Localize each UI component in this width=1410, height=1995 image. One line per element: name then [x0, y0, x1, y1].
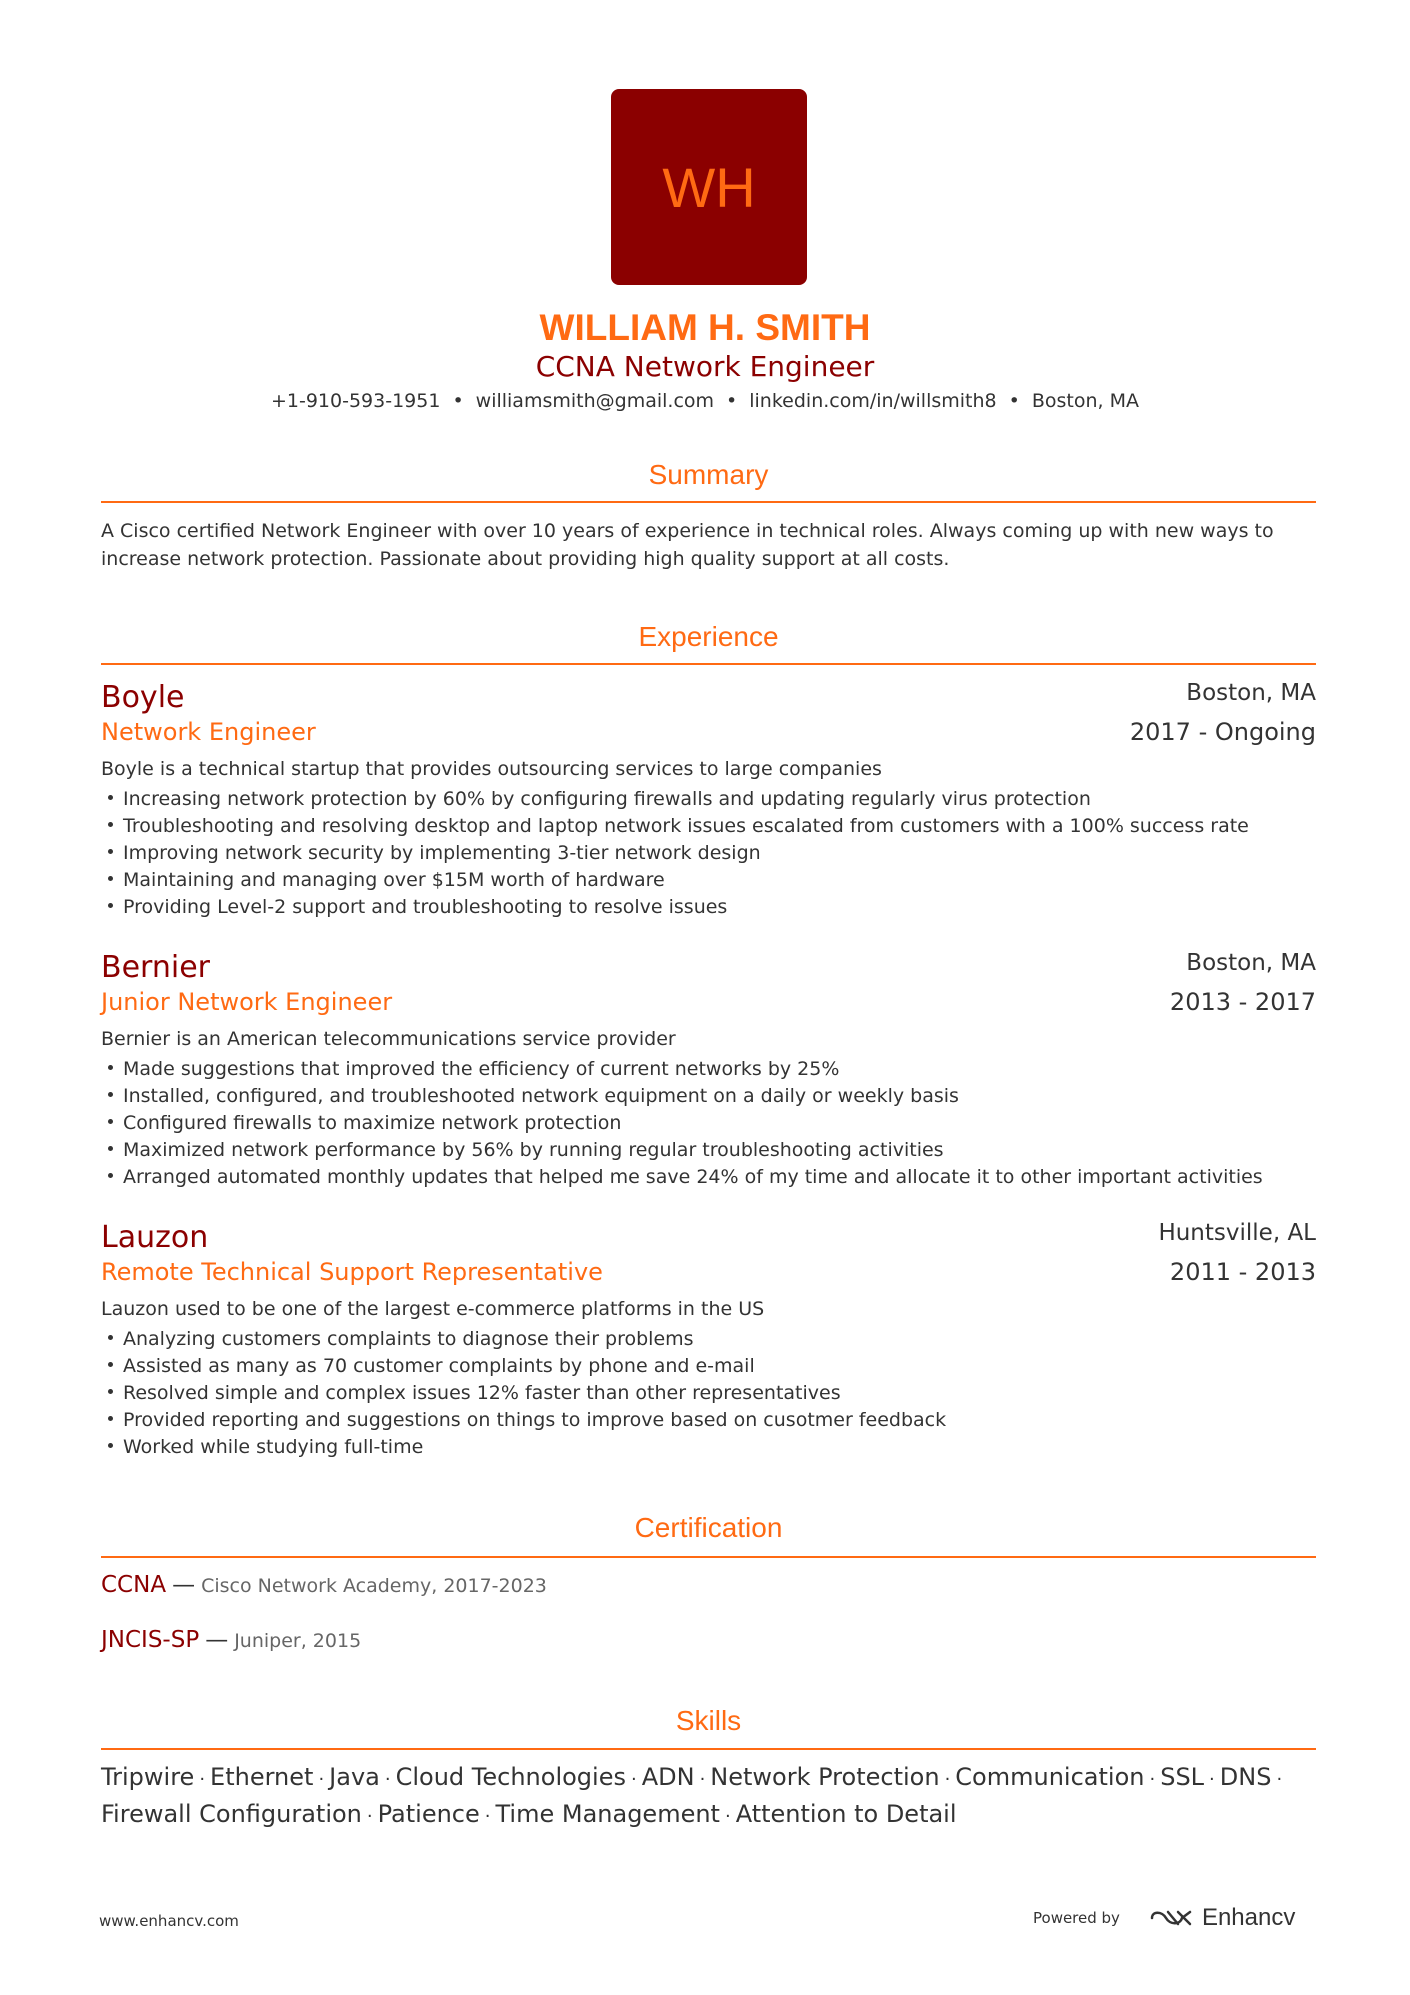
list-item: Maximized network performance by 56% by running regular troubleshooting activities: [101, 1137, 1263, 1164]
section-title-summary: Summary: [648, 459, 769, 490]
skill-item: SSL: [1160, 1763, 1205, 1791]
skill-separator: ·: [199, 1769, 206, 1790]
achievement-list: [101, 786, 1249, 921]
skill-item: Ethernet: [210, 1763, 314, 1791]
job-dates: 2011 - 2013: [1169, 1258, 1316, 1286]
company-description: Bernier is an American telecommunications service provider: [101, 1028, 676, 1050]
enhancv-logo[interactable]: [1148, 1904, 1295, 1932]
certification-detail: Juniper, 2015: [234, 1630, 362, 1652]
company-name: Bernier: [101, 950, 210, 985]
list-item: Improving network security by implementing 3-tier network design: [101, 840, 1249, 867]
job-location: Boston, MA: [1186, 680, 1316, 706]
skill-item: DNS: [1219, 1763, 1272, 1791]
summary-line: A Cisco certified Network Engineer with over 10 years of experience in technical roles. Always coming up with new ways to: [101, 520, 1274, 542]
job-dates: 2017 - Ongoing: [1129, 718, 1316, 746]
company-name: Boyle: [101, 680, 185, 715]
section-title-experience: Experience: [638, 621, 779, 652]
list-item: Increasing network protection by 60% by configuring firewalls and updating regularly virus protection: [101, 786, 1249, 813]
section-divider: [101, 501, 1316, 503]
summary-text: [101, 517, 1316, 573]
skill-separator: ·: [318, 1769, 325, 1790]
certification-item: [101, 1627, 361, 1653]
skill-separator: ·: [724, 1806, 731, 1827]
candidate-name: WILLIAM H. SMITH: [539, 307, 871, 348]
separator: •: [452, 390, 464, 412]
skill-separator: ·: [1276, 1769, 1283, 1790]
certification-name: JNCIS-SP: [101, 1627, 200, 1653]
company-name: Lauzon: [101, 1220, 209, 1255]
certification-detail: Cisco Network Academy, 2017-2023: [201, 1575, 547, 1597]
list-item: Providing Level-2 support and troubleshooting to resolve issues: [101, 894, 1249, 921]
list-item: Troubleshooting and resolving desktop and laptop network issues escalated from customers with a 100% success rate: [101, 813, 1249, 840]
section-divider: [101, 1556, 1316, 1558]
dash: —: [172, 1572, 196, 1598]
skill-separator: ·: [384, 1769, 391, 1790]
skills-line: [101, 1797, 1316, 1834]
job-location: Boston, MA: [1186, 950, 1316, 976]
candidate-title: CCNA Network Engineer: [535, 350, 875, 383]
skill-item: Firewall Configuration: [101, 1800, 362, 1828]
list-item: Resolved simple and complex issues 12% faster than other representatives: [101, 1380, 946, 1407]
avatar: [611, 89, 807, 285]
job-role: Network Engineer: [101, 718, 316, 746]
skill-item: Time Management: [495, 1800, 720, 1828]
skill-separator: ·: [1149, 1769, 1156, 1790]
skill-item: Network Protection: [710, 1763, 940, 1791]
job-role: Remote Technical Support Representative: [101, 1258, 603, 1286]
skill-item: Patience: [377, 1800, 480, 1828]
achievement-list: [101, 1056, 1263, 1191]
skill-item: Cloud Technologies: [395, 1763, 626, 1791]
contact-line: [0, 390, 1410, 412]
skill-item: Attention to Detail: [735, 1800, 957, 1828]
list-item: Installed, configured, and troubleshooted network equipment on a daily or weekly basis: [101, 1083, 1263, 1110]
list-item: Made suggestions that improved the efficiency of current networks by 25%: [101, 1056, 1263, 1083]
dash: —: [205, 1627, 229, 1653]
summary-line: increase network protection. Passionate about providing high quality support at all costs.: [101, 548, 950, 570]
skills-list: [101, 1760, 1316, 1834]
job-role: Junior Network Engineer: [101, 988, 393, 1016]
phone-number: +1-910-593-1951: [270, 390, 441, 412]
skill-separator: ·: [366, 1806, 373, 1827]
skills-line: [101, 1760, 1316, 1797]
company-description: Boyle is a technical startup that provides outsourcing services to large companies: [101, 758, 882, 780]
powered-by-label: Powered by: [1033, 1909, 1120, 1927]
certification-name: CCNA: [101, 1572, 167, 1598]
section-title-certification: Certification: [634, 1512, 783, 1543]
enhancv-logo-icon: [1148, 1906, 1194, 1930]
skill-separator: ·: [630, 1769, 637, 1790]
skill-item: Tripwire: [101, 1763, 195, 1791]
company-description: Lauzon used to be one of the largest e-commerce platforms in the US: [101, 1298, 765, 1320]
separator: •: [1008, 390, 1020, 412]
powered-by: [1033, 1904, 1295, 1932]
list-item: Configured firewalls to maximize network protection: [101, 1110, 1263, 1137]
list-item: Assisted as many as 70 customer complaints by phone and e-mail: [101, 1353, 946, 1380]
list-item: Worked while studying full-time: [101, 1434, 946, 1461]
list-item: Provided reporting and suggestions on things to improve based on cusotmer feedback: [101, 1407, 946, 1434]
location: Boston, MA: [1031, 390, 1140, 412]
linkedin-link[interactable]: linkedin.com/in/willsmith8: [749, 390, 997, 412]
skill-item: Java: [329, 1763, 380, 1791]
skill-separator: ·: [944, 1769, 951, 1790]
achievement-list: [101, 1326, 946, 1461]
skill-item: ADN: [641, 1763, 695, 1791]
section-divider: [101, 1748, 1316, 1750]
section-divider: [101, 663, 1316, 665]
job-location: Huntsville, AL: [1158, 1220, 1316, 1246]
job-dates: 2013 - 2017: [1169, 988, 1316, 1016]
skill-separator: ·: [484, 1806, 491, 1827]
list-item: Arranged automated monthly updates that helped me save 24% of my time and allocate it to other important activities: [101, 1164, 1263, 1191]
section-title-skills: Skills: [675, 1705, 742, 1736]
skill-separator: ·: [1209, 1769, 1215, 1790]
skill-item: Communication: [955, 1763, 1145, 1791]
enhancv-brand: Enhancv: [1201, 1904, 1296, 1931]
skill-separator: ·: [699, 1769, 706, 1790]
list-item: Analyzing customers complaints to diagnose their problems: [101, 1326, 946, 1353]
separator: •: [726, 390, 738, 412]
email-link[interactable]: williamsmith@gmail.com: [475, 390, 715, 412]
list-item: Maintaining and managing over $15M worth of hardware: [101, 867, 1249, 894]
certification-item: [101, 1572, 547, 1598]
website-link[interactable]: www.enhancv.com: [99, 1912, 239, 1930]
avatar-initials: WH: [662, 155, 756, 219]
